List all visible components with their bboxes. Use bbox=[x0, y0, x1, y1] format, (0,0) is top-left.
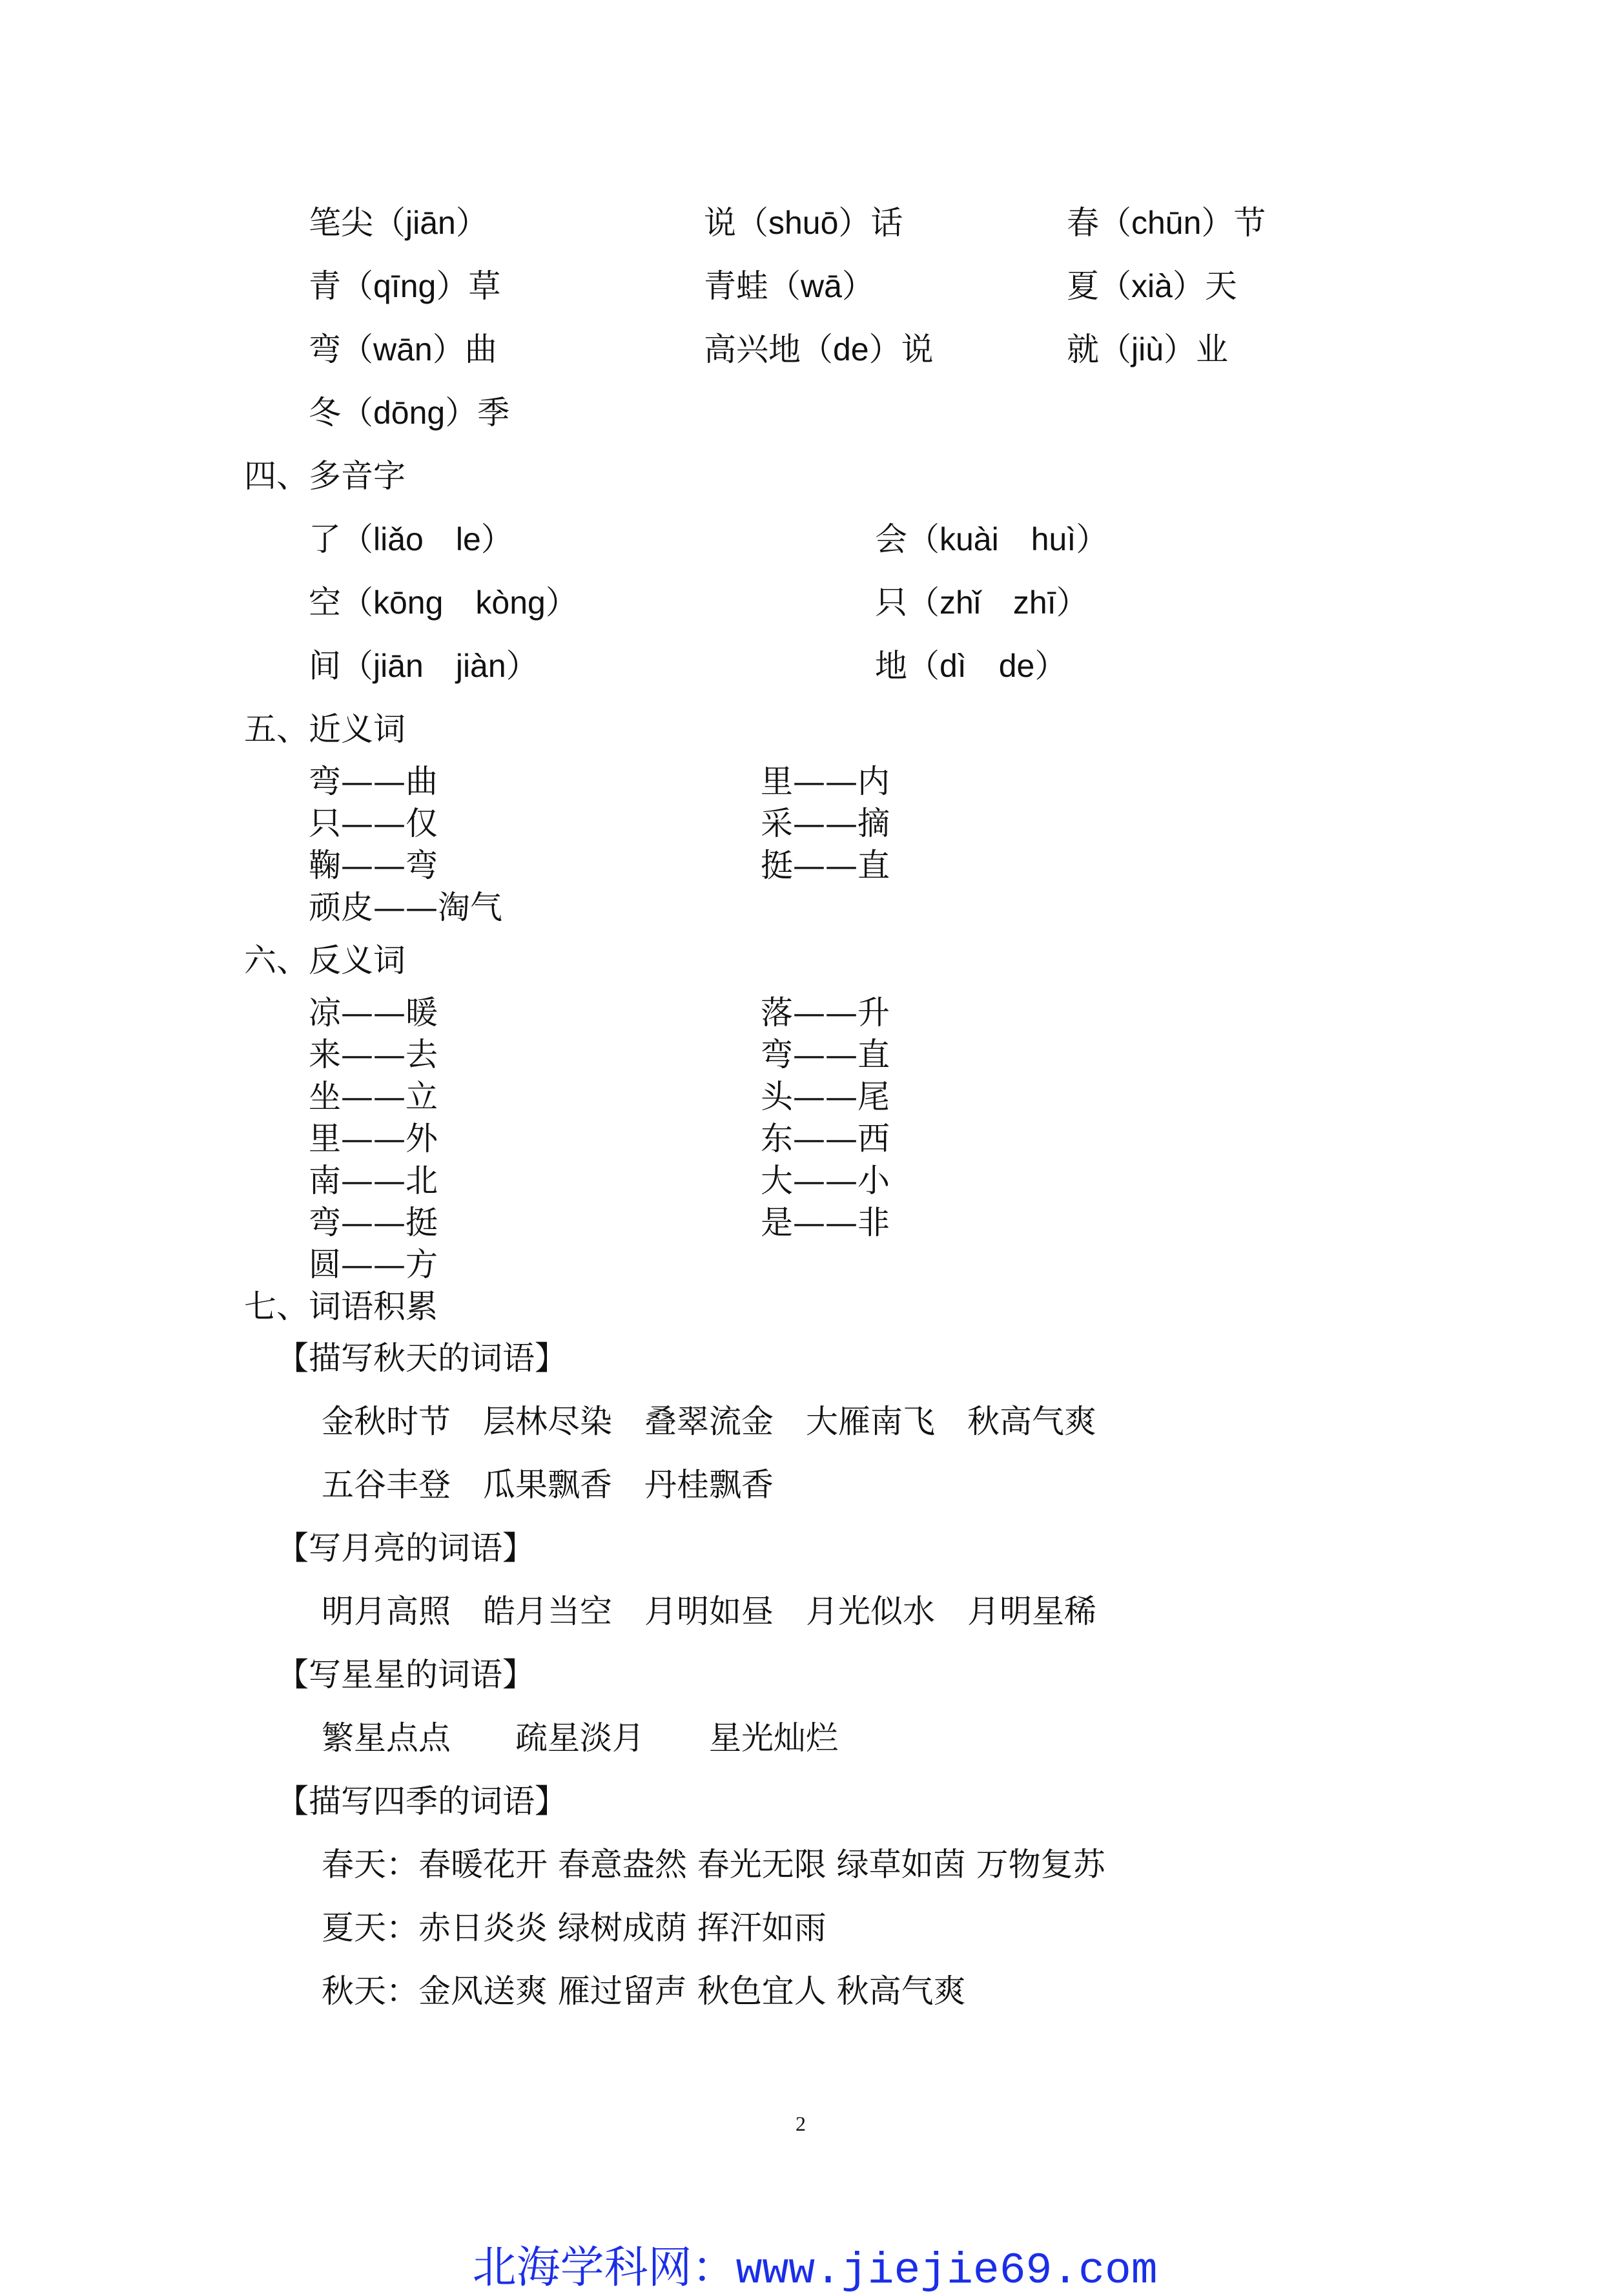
autumn-words-row: 金秋时节 层林尽染 叠翠流金 大雁南飞 秋高气爽 bbox=[322, 1403, 1096, 1440]
pinyin-word: 冬（dōng）季 bbox=[309, 395, 510, 431]
pinyin-word: 春（chūn）节 bbox=[1067, 205, 1266, 241]
antonym-pair: 弯——挺 bbox=[309, 1204, 438, 1241]
section-title-antonyms: 六、反义词 bbox=[244, 942, 406, 979]
antonym-pair: 弯——直 bbox=[761, 1036, 890, 1073]
section-title-vocabulary: 七、词语积累 bbox=[244, 1288, 438, 1325]
antonym-pair: 东——西 bbox=[761, 1120, 890, 1157]
antonym-pair: 凉——暖 bbox=[309, 994, 438, 1031]
polyphonic-item: 空（kōng kòng） bbox=[309, 584, 578, 621]
antonym-pair: 是——非 bbox=[761, 1204, 890, 1241]
autumn-season-words-row: 秋天：金风送爽 雁过留声 秋色宜人 秋高气爽 bbox=[322, 1972, 966, 2010]
pinyin-word: 夏（xià）天 bbox=[1067, 268, 1237, 304]
autumn-words-heading: 【描写秋天的词语】 bbox=[276, 1339, 567, 1377]
spring-words-row: 春天：春暖花开 春意盎然 春光无限 绿草如茵 万物复苏 bbox=[322, 1846, 1105, 1883]
synonym-pair: 挺——直 bbox=[761, 847, 890, 884]
page-number: 2 bbox=[796, 2112, 806, 2135]
pinyin-word: 青蛙（wā） bbox=[704, 268, 874, 304]
footer-site-name: 北海学科网： bbox=[472, 2242, 736, 2293]
antonym-pair: 南——北 bbox=[309, 1162, 438, 1199]
autumn-words-row: 五谷丰登 瓜果飘香 丹桂飘香 bbox=[322, 1466, 774, 1504]
polyphonic-item: 会（kuài huì） bbox=[875, 521, 1109, 557]
polyphonic-item: 间（jiān jiàn） bbox=[309, 648, 539, 684]
season-words-heading: 【描写四季的词语】 bbox=[276, 1783, 567, 1820]
synonym-pair: 顽皮——淘气 bbox=[309, 889, 502, 926]
pinyin-word: 笔尖（jiān） bbox=[309, 205, 488, 241]
section-title-polyphonic: 四、多音字 bbox=[244, 457, 406, 495]
synonym-pair: 采——摘 bbox=[761, 805, 890, 842]
section-title-synonyms: 五、近义词 bbox=[244, 710, 406, 748]
moon-words-row: 明月高照 皓月当空 月明如昼 月光似水 月明星稀 bbox=[322, 1593, 1096, 1630]
pinyin-word: 弯（wān）曲 bbox=[309, 331, 497, 367]
pinyin-word: 就（jiù）业 bbox=[1067, 331, 1229, 367]
summer-words-row: 夏天：赤日炎炎 绿树成荫 挥汗如雨 bbox=[322, 1909, 827, 1947]
polyphonic-item: 只（zhǐ zhī） bbox=[875, 584, 1089, 621]
synonym-pair: 只——仅 bbox=[309, 805, 438, 842]
star-words-row: 繁星点点 疏星淡月 星光灿烂 bbox=[322, 1719, 838, 1757]
antonym-pair: 圆——方 bbox=[309, 1246, 438, 1283]
antonym-pair: 坐——立 bbox=[309, 1078, 438, 1115]
polyphonic-item: 地（dì de） bbox=[875, 648, 1067, 684]
antonym-pair: 来——去 bbox=[309, 1036, 438, 1073]
synonym-pair: 鞠——弯 bbox=[309, 847, 438, 884]
antonym-pair: 大——小 bbox=[761, 1162, 890, 1199]
footer-url-link[interactable]: www.jiejie69.com bbox=[735, 2246, 1158, 2296]
polyphonic-item: 了（liǎo le） bbox=[309, 521, 513, 557]
pinyin-word: 青（qīng）草 bbox=[309, 268, 501, 304]
pinyin-word: 说（shuō）话 bbox=[704, 205, 903, 241]
antonym-pair: 里——外 bbox=[309, 1120, 438, 1157]
antonym-pair: 落——升 bbox=[761, 994, 890, 1031]
synonym-pair: 里——内 bbox=[761, 763, 890, 800]
antonym-pair: 头——尾 bbox=[761, 1078, 890, 1115]
pinyin-word: 高兴地（de）说 bbox=[704, 331, 934, 367]
star-words-heading: 【写星星的词语】 bbox=[276, 1656, 535, 1693]
synonym-pair: 弯——曲 bbox=[309, 763, 438, 800]
moon-words-heading: 【写月亮的词语】 bbox=[276, 1529, 535, 1567]
footer-watermark bbox=[0, 2202, 1602, 2296]
